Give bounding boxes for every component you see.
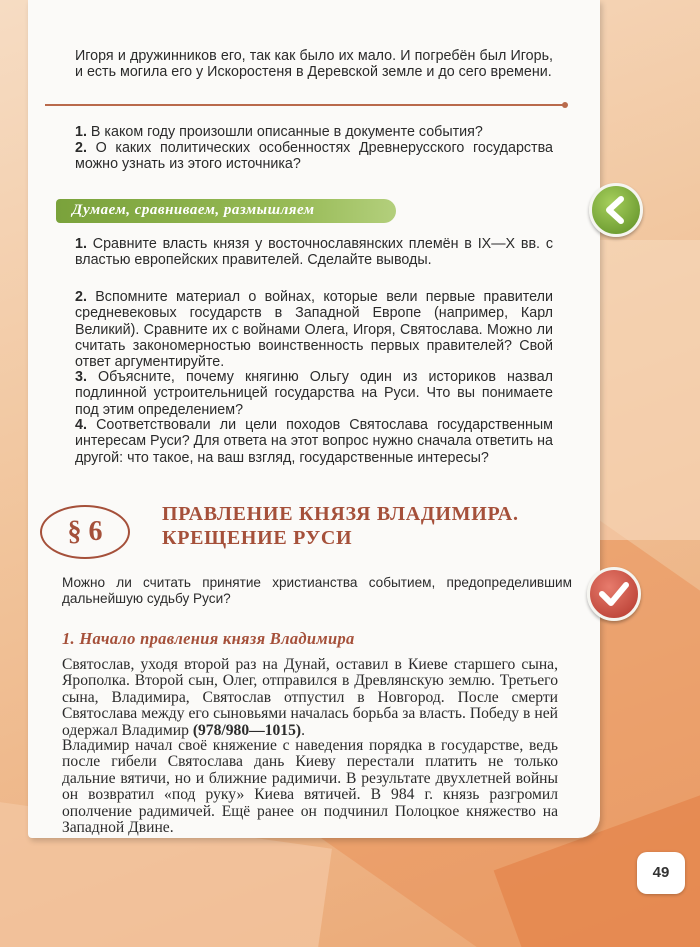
- source-excerpt: Игоря и дружинников его, так как было их мало. И погребён был Игорь, и есть могила его у Искоростеня в Деревской земле и до сего времени.: [75, 48, 553, 81]
- page-number: 49: [637, 852, 685, 894]
- check-button[interactable]: [587, 567, 641, 621]
- think-banner: Думаем, сравниваем, размышляем: [56, 199, 396, 223]
- body-paragraph-1: Святослав, уходя второй раз на Дунай, оставил в Киеве старшего сына, Ярополка. Второй сын, Олег, отправился в Древлянскую землю. Третьего сына, Владимира, Святослав отпустил в Новгород. После смерти Святослава между его сыновьями началась борьба за власть. Победу в ней одержал Владимир (978/980—1015).: [62, 656, 558, 739]
- body-paragraph-2: Владимир начал своё княжение с наведения порядка в государстве, ведь после гибели Святослава дань Киеву перестали платить не только дальние вятичи, но и ближние радимичи. В результате двухлетней войны он возвратил «под руку» Киева вятичей. В 984 г. князь разгромил ополчение радимичей. Ещё ранее он подчинил Полоцкое княжество на Западной Двине.: [62, 737, 558, 837]
- section-title: 1. Начало правления князя Владимира: [62, 629, 355, 648]
- intro-question: Можно ли считать принятие христианства событием, предопределившим дальнейшую судьбу Руси?: [62, 575, 572, 607]
- bg-shape: [600, 240, 700, 540]
- source-question-1: 1. В каком году произошли описанные в документе события?: [75, 124, 483, 140]
- paragraph-number: § 6: [40, 505, 130, 559]
- chapter-title: ПРАВЛЕНИЕ КНЯЗЯ ВЛАДИМИРА. КРЕЩЕНИЕ РУСИ: [162, 503, 519, 549]
- task-3: 3. Объясните, почему княгиню Ольгу один из историков назвал подлинной устроительницей государства на Руси. Что вы понимаете под этим определением?: [75, 369, 553, 418]
- task-2: 2. Вспомните материал о войнах, которые вели первые правители средневековых государств в Западной Европе (например, Карл Великий). Сравните их с войнами Олега, Игоря, Святослава. Можно ли считать закономерностью воинственность первых правителей? Свой ответ аргументируйте.: [75, 289, 553, 371]
- task-4: 4. Соответствовали ли цели походов Святослава государственным интересам Руси? Для ответа на этот вопрос нужно сначала ответить на другой: что такое, на ваш взгляд, государственные интересы?: [75, 417, 553, 466]
- chevron-left-icon: [592, 186, 640, 234]
- task-1: 1. Сравните власть князя у восточнославянских племён в IX—X вв. с властью европейских правителей. Сделайте выводы.: [75, 236, 553, 269]
- source-question-2: 2. О каких политических особенностях Древнерусского государства можно узнать из этого источника?: [75, 140, 553, 173]
- back-button[interactable]: [589, 183, 643, 237]
- checkmark-icon: [590, 570, 638, 618]
- divider-line: [45, 104, 565, 106]
